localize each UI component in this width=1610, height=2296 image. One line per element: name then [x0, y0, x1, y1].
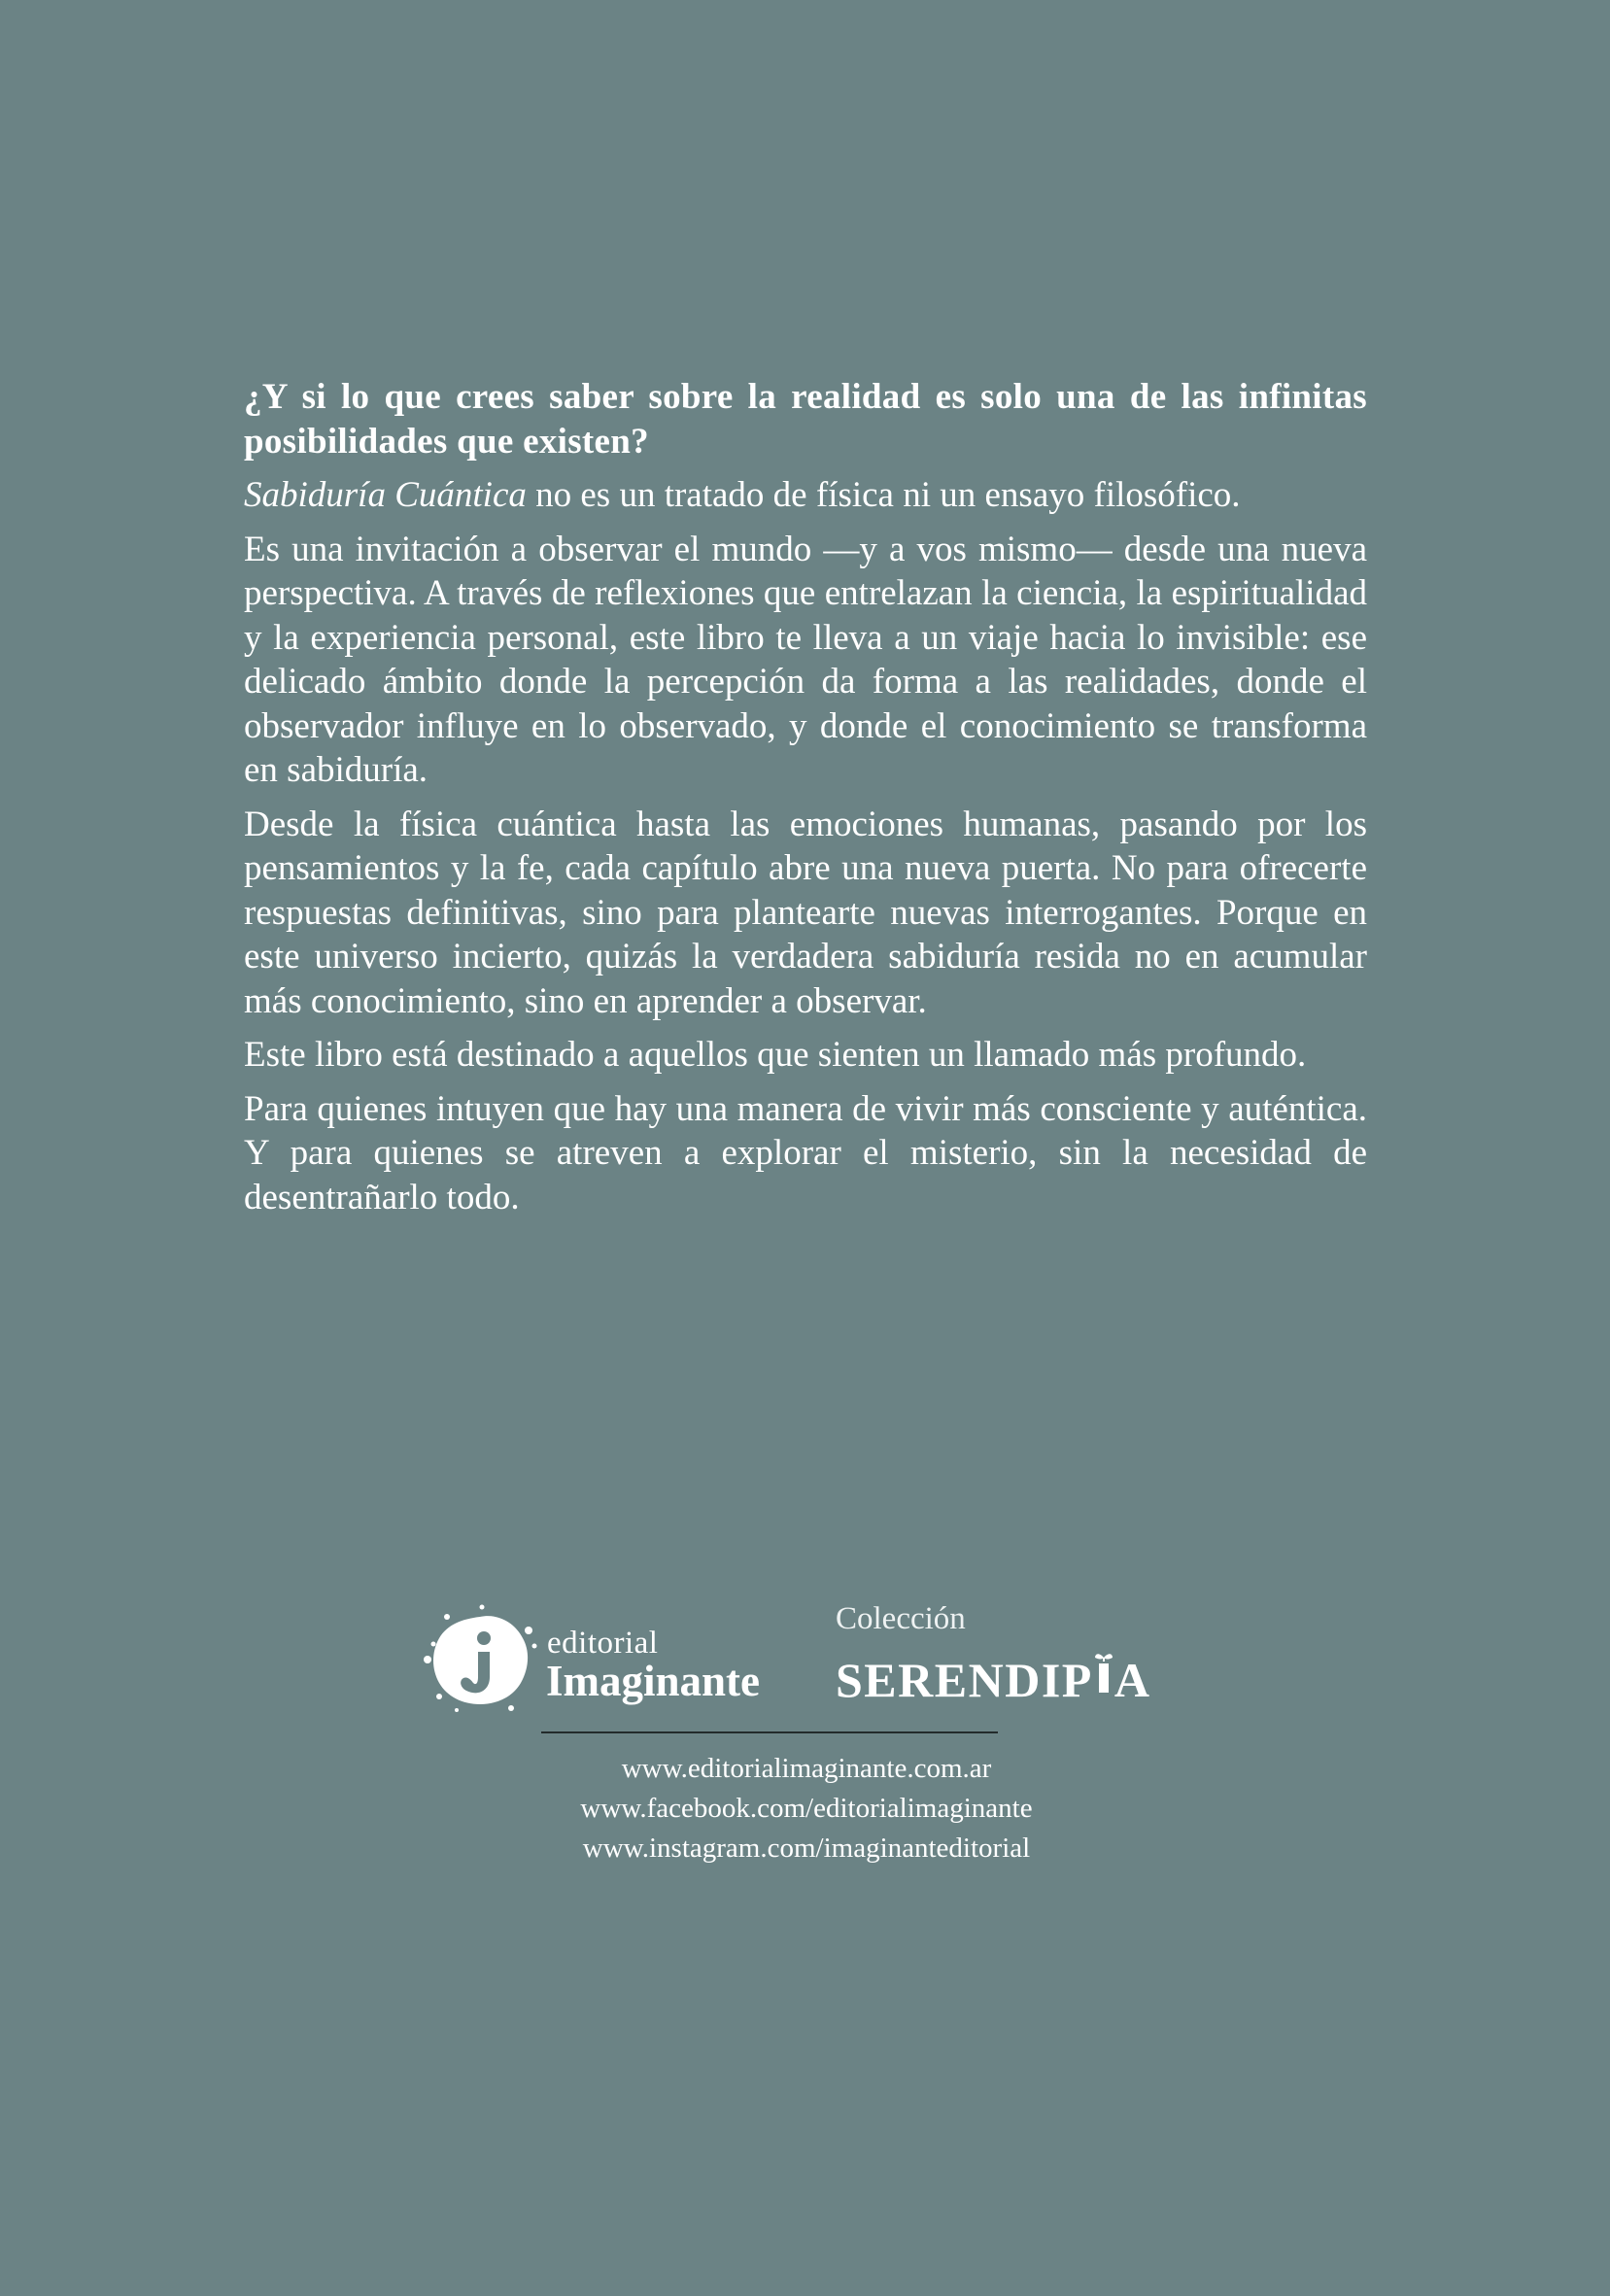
imaginante-logo — [418, 1601, 787, 1718]
publisher-links — [418, 1749, 1195, 1868]
book-title: Sabiduría Cuántica — [244, 475, 527, 515]
collection-name — [836, 1648, 1151, 1707]
collection-name-part-1: SERENDIP — [836, 1653, 1093, 1707]
facebook-link[interactable]: www.facebook.com/editorialimaginante — [580, 1793, 1033, 1824]
collection-label: Colección — [836, 1601, 966, 1636]
website-link[interactable]: www.editorialimaginante.com.ar — [621, 1753, 992, 1784]
publisher-logos — [418, 1593, 1195, 1720]
sprout-i-icon — [1093, 1648, 1114, 1696]
instagram-link[interactable]: www.instagram.com/imaginanteditorial — [582, 1833, 1031, 1864]
back-cover-blurb — [244, 375, 1367, 1229]
collection-name-part-2: A — [1113, 1653, 1151, 1707]
divider — [541, 1731, 998, 1733]
blurb-paragraph-4: Este libro está destinado a aquellos que sienten un llamado más profundo. — [244, 1035, 1307, 1075]
lead-question: ¿Y si lo que crees saber sobre la realidad es solo una de las infinitas posibilidades que existen? — [244, 377, 1367, 462]
publisher-small-text: editorial — [547, 1626, 659, 1661]
blurb-paragraph-3: Desde la física cuántica hasta las emociones humanas, pasando por los pensamientos y la fe, cada capítulo abre una nueva puerta. No para ofrecerte respuestas definitivas, sino para plantearte nuevas interrogantes. Porque en este universo incierto, quizás la verdadera sabiduría resida no en acumular más conocimiento, sino en aprender a observar. — [244, 804, 1367, 1021]
blurb-paragraph-1-text: no es un tratado de física ni un ensayo filosófico. — [526, 475, 1241, 515]
ink-splash-i-icon — [418, 1601, 542, 1718]
blurb-paragraph-1 — [244, 473, 1367, 518]
serendipia-collection-logo — [836, 1603, 1185, 1710]
blurb-paragraph-5: Para quienes intuyen que hay una manera de vivir más consciente y auténtica. Y para quienes se atreven a explorar el misterio, sin la necesidad de desentrañarlo todo. — [244, 1088, 1367, 1217]
blurb-paragraph-2: Es una invitación a observar el mundo —y a vos mismo— desde una nueva perspectiva. A través de reflexiones que entrelazan la ciencia, la espiritualidad y la experiencia personal, este libro te lleva a un viaje hacia lo invisible: ese delicado ámbito donde la percepción da forma a las realidades, donde el observador influye en lo observado, y donde el conocimiento se transforma en sabiduría. — [244, 529, 1367, 790]
publisher-name: Imaginante — [546, 1657, 761, 1705]
